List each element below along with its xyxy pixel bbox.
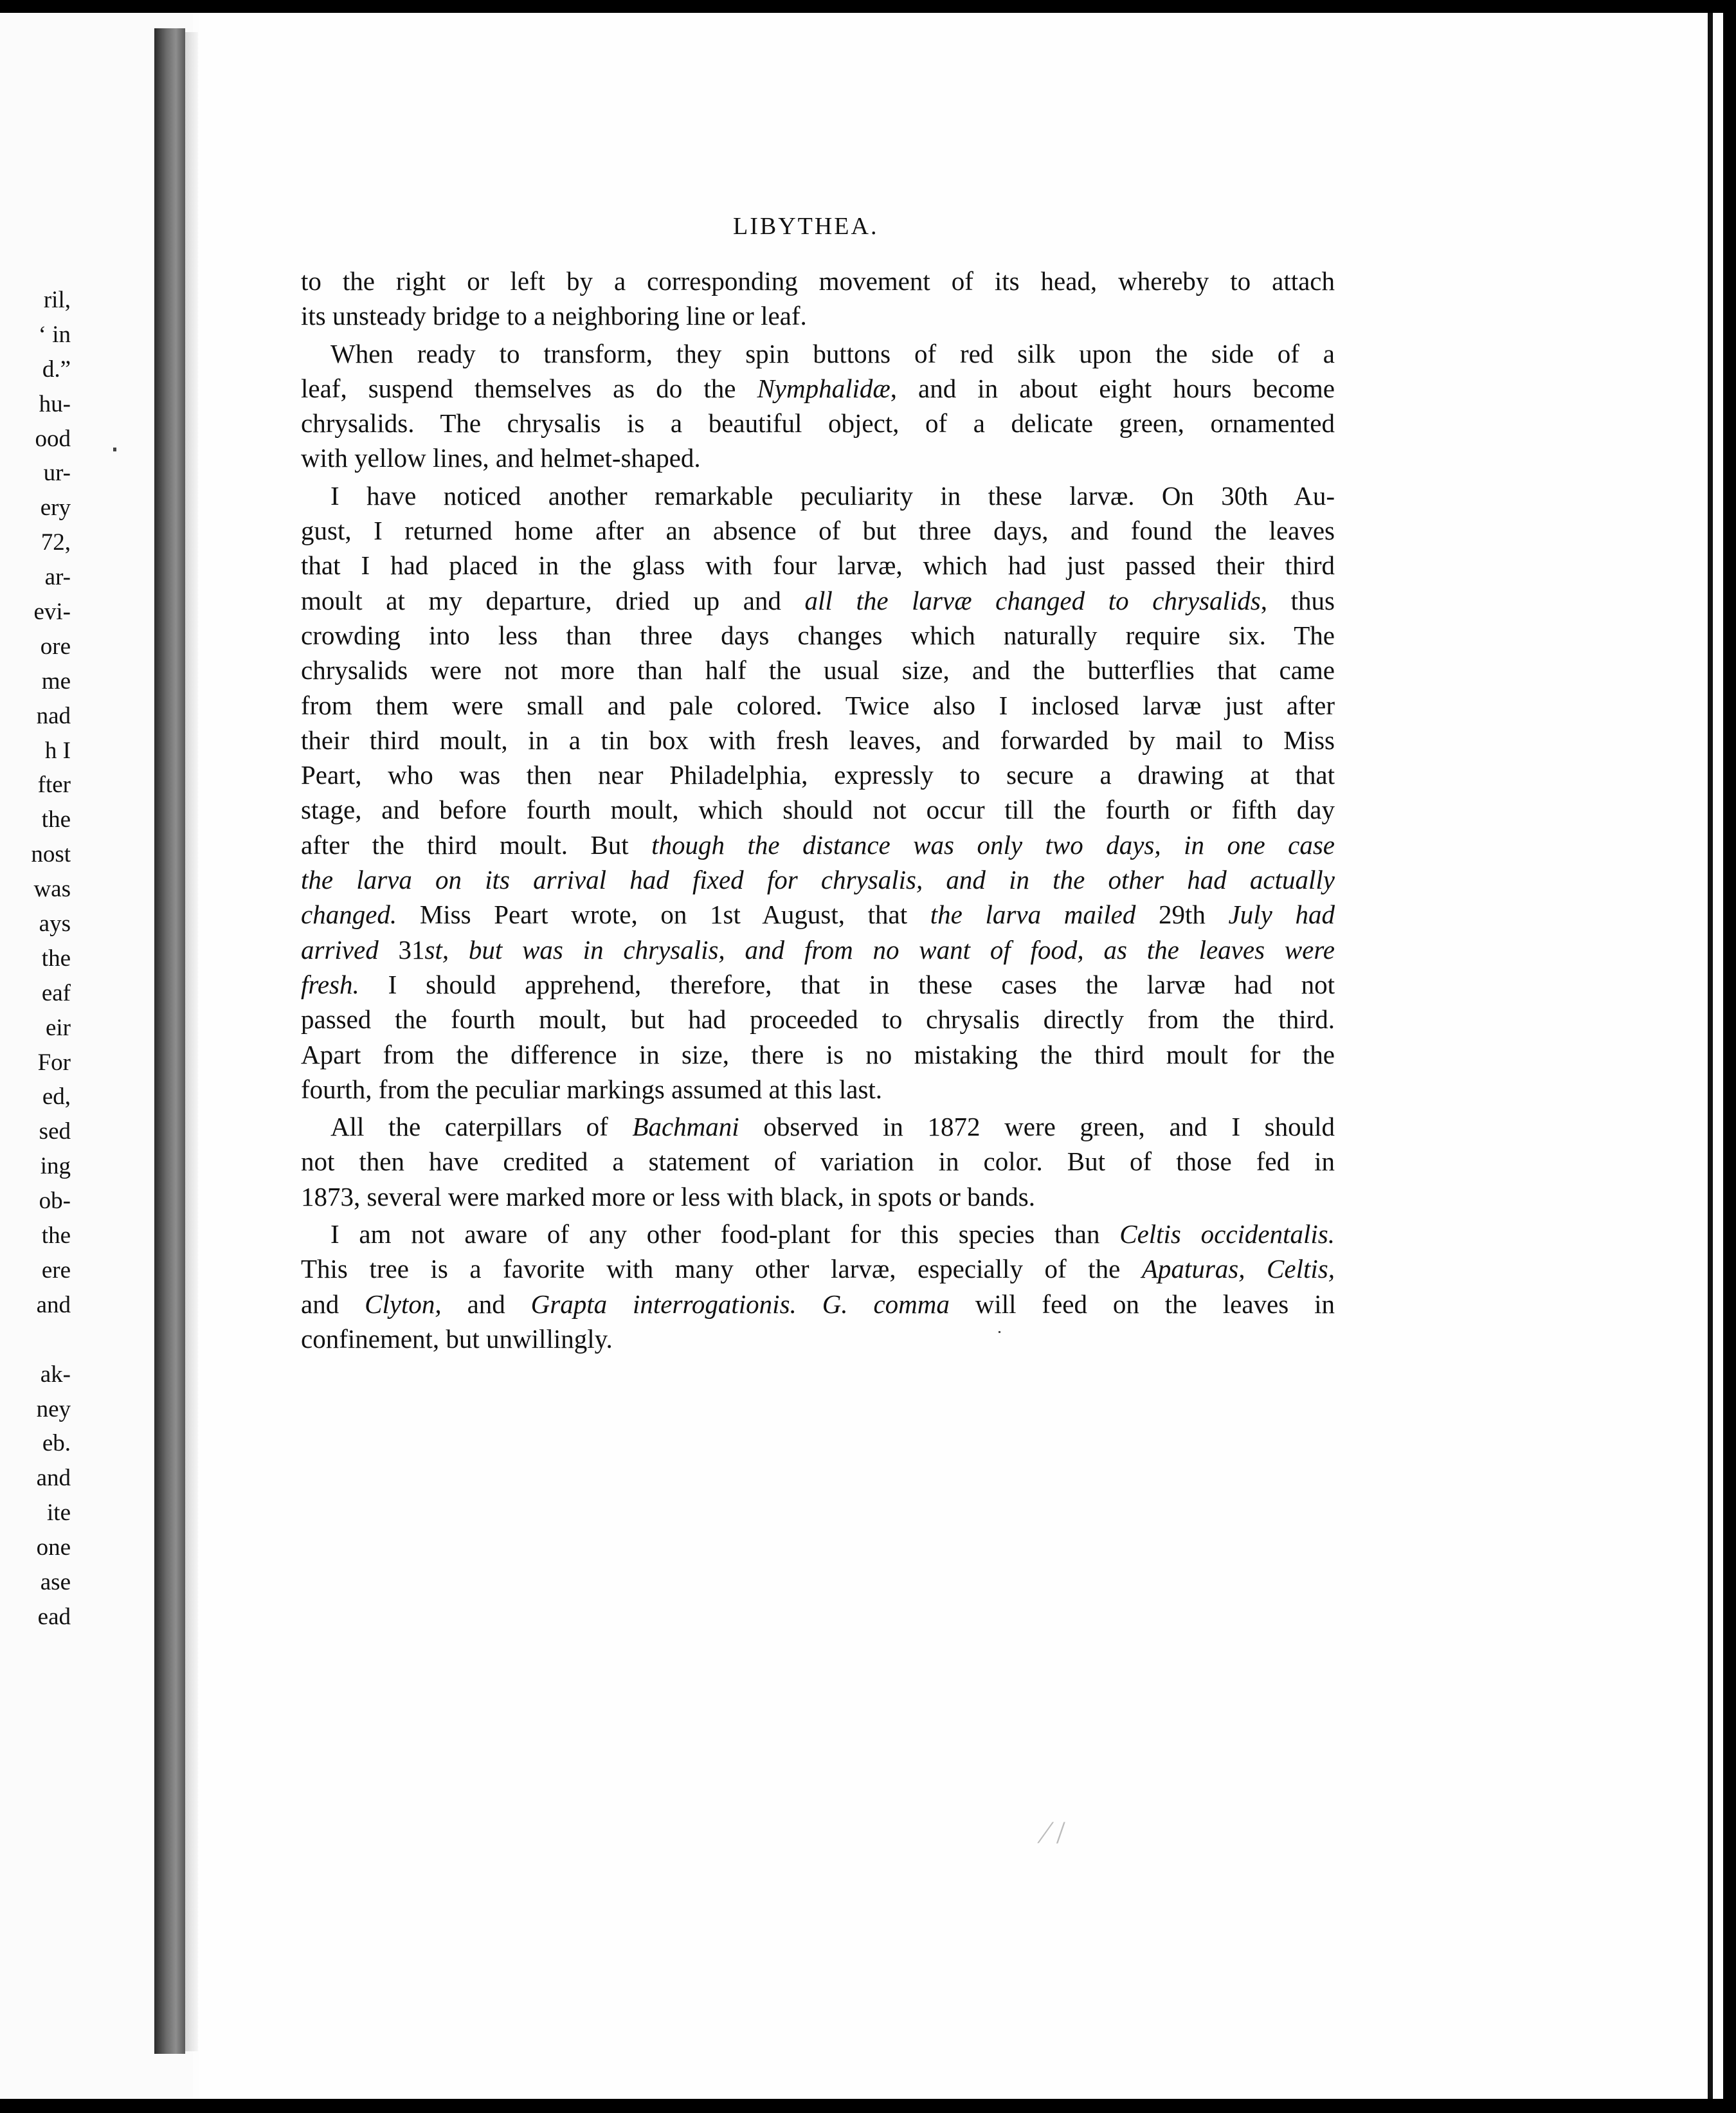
- text-line: with yellow lines, and helmet-shaped.: [301, 443, 701, 473]
- text-line: leaf, suspend themselves as do the Nymphalidæ, and in about eight hours become: [301, 373, 1335, 403]
- left-page-fragment: ‘ in: [38, 321, 71, 348]
- text-line: gust, I returned home after an absence of but three days, and found the leaves: [301, 516, 1335, 546]
- left-page-fragment: ed,: [42, 1084, 71, 1111]
- left-page-fragment: 72,: [41, 529, 71, 556]
- left-page-fragment: one: [36, 1534, 71, 1561]
- text-line: fresh. I should apprehend, therefore, that in these cases the larvæ had not: [301, 969, 1335, 999]
- text-line: chrysalids. The chrysalis is a beautiful object, of a delicate green, ornamented: [301, 408, 1335, 439]
- left-page-fragment: ob-: [39, 1188, 71, 1215]
- paragraph: [301, 336, 1335, 476]
- text-line: their third moult, in a tin box with fresh leaves, and forwarded by mail to Miss: [301, 725, 1335, 755]
- left-page-fragment: eir: [45, 1014, 71, 1041]
- text-line: All the caterpillars of Bachmani observed in 1872 were green, and I should: [330, 1112, 1335, 1142]
- left-page-fragment: ney: [36, 1395, 71, 1422]
- text-line: stage, and before fourth moult, which should not occur till the fourth or fifth day: [301, 795, 1335, 825]
- body-text: [301, 264, 1335, 1356]
- left-page-fragment: ery: [40, 494, 71, 521]
- left-page-fragment: ing: [40, 1153, 71, 1180]
- left-page-fragment: ore: [40, 633, 71, 660]
- left-page-fragment: h I: [44, 737, 71, 764]
- text-line: changed. Miss Peart wrote, on 1st August, that the larva mailed 29th July had: [301, 900, 1335, 930]
- text-line: I have noticed another remarkable peculiarity in these larvæ. On 30th Au-: [330, 480, 1335, 511]
- text-line: not then have credited a statement of variation in color. But of those fed in: [301, 1147, 1335, 1177]
- text-line: confinement, but unwillingly.: [301, 1323, 613, 1354]
- book-gutter: [154, 28, 185, 2054]
- left-page-fragment: the: [41, 1222, 71, 1249]
- left-page-fragment: sed: [39, 1118, 71, 1145]
- left-page-fragment: and: [36, 1465, 71, 1492]
- text-line: When ready to transform, they spin buttons of red silk upon the side of a: [330, 338, 1335, 368]
- left-page-fragment: hu-: [39, 390, 71, 417]
- ink-speck: [113, 448, 116, 451]
- ink-speck: [999, 1331, 1000, 1333]
- left-page-fragment: nad: [36, 702, 71, 729]
- paragraph: [301, 1217, 1335, 1356]
- text-line: I am not aware of any other food-plant for this species than Celtis occidentalis.: [330, 1219, 1335, 1249]
- left-page-fragment: fter: [37, 772, 71, 799]
- text-line: from them were small and pale colored. Twice also I inclosed larvæ just after: [301, 690, 1335, 720]
- text-line: fourth, from the peculiar markings assumed at this last.: [301, 1074, 883, 1104]
- left-page-fragment: ood: [35, 425, 71, 452]
- text-line: its unsteady bridge to a neighboring line or leaf.: [301, 301, 807, 331]
- text-line: Peart, who was then near Philadelphia, expressly to secure a drawing at that: [301, 760, 1335, 790]
- left-page-fragment: ur-: [43, 460, 71, 487]
- left-page-fragment: eb.: [42, 1430, 71, 1457]
- left-page-fragment: eaf: [41, 979, 71, 1006]
- text-line: This tree is a favorite with many other larvæ, especially of the Apaturas, Celtis,: [301, 1254, 1335, 1284]
- left-page-fragment: and: [36, 1291, 71, 1318]
- text-line: to the right or left by a corresponding movement of its head, whereby to attach: [301, 266, 1335, 296]
- paragraph: [301, 478, 1335, 1107]
- scan-border: [1708, 13, 1713, 2099]
- left-page-fragment: ril,: [43, 287, 71, 313]
- text-line: that I had placed in the glass with four larvæ, which had just passed their third: [301, 550, 1335, 581]
- text-line: arrived 31st, but was in chrysalis, and from no want of food, as the leaves were: [301, 934, 1335, 965]
- left-page-fragment: d.”: [42, 356, 71, 383]
- left-page-fragment: was: [33, 876, 71, 903]
- left-page-fragment: ak-: [40, 1361, 71, 1388]
- left-page-fragment: ead: [37, 1603, 71, 1630]
- left-page-fragment: [0, 1323, 71, 1357]
- left-page-fragment: ar-: [44, 564, 71, 591]
- paragraph: [301, 264, 1335, 334]
- left-page-text-fragments: [0, 283, 71, 1635]
- text-line: crowding into less than three days changes which naturally require six. The: [301, 620, 1335, 650]
- text-line: after the third moult. But though the distance was only two days, in one case: [301, 830, 1335, 860]
- left-page-fragment: ays: [39, 911, 71, 938]
- left-page-fragment: the: [41, 806, 71, 833]
- left-page-fragment: nost: [31, 841, 71, 868]
- paragraph: [301, 1109, 1335, 1214]
- left-page-fragment: evi-: [33, 599, 71, 626]
- left-page-fragment: ite: [47, 1500, 71, 1527]
- running-head: LIBYTHEA.: [733, 213, 879, 240]
- left-page-fragment: me: [41, 667, 71, 694]
- scanned-spread: [0, 13, 1723, 2099]
- left-page-fragment: ase: [40, 1568, 71, 1595]
- text-line: 1873, several were marked more or less with black, in spots or bands.: [301, 1181, 1036, 1211]
- left-page-fragment: the: [41, 945, 71, 972]
- text-line: chrysalids were not more than half the usual size, and the butterflies that came: [301, 655, 1335, 685]
- left-page-fragment: For: [37, 1049, 71, 1076]
- text-line: moult at my departure, dried up and all the larvæ changed to chrysalids, thus: [301, 585, 1335, 615]
- faint-page-mark: ⁄ /: [1043, 1814, 1065, 1850]
- page-edge-shadow: [185, 32, 198, 2051]
- left-page-fragment: ere: [41, 1256, 71, 1283]
- text-line: Apart from the difference in size, there is no mistaking the third moult for the: [301, 1039, 1335, 1069]
- text-line: and Clyton, and Grapta interrogationis. G. comma will feed on the leaves in: [301, 1289, 1335, 1319]
- text-line: passed the fourth moult, but had proceeded to chrysalis directly from the third.: [301, 1004, 1335, 1035]
- text-line: the larva on its arrival had fixed for chrysalis, and in the other had actually: [301, 865, 1335, 895]
